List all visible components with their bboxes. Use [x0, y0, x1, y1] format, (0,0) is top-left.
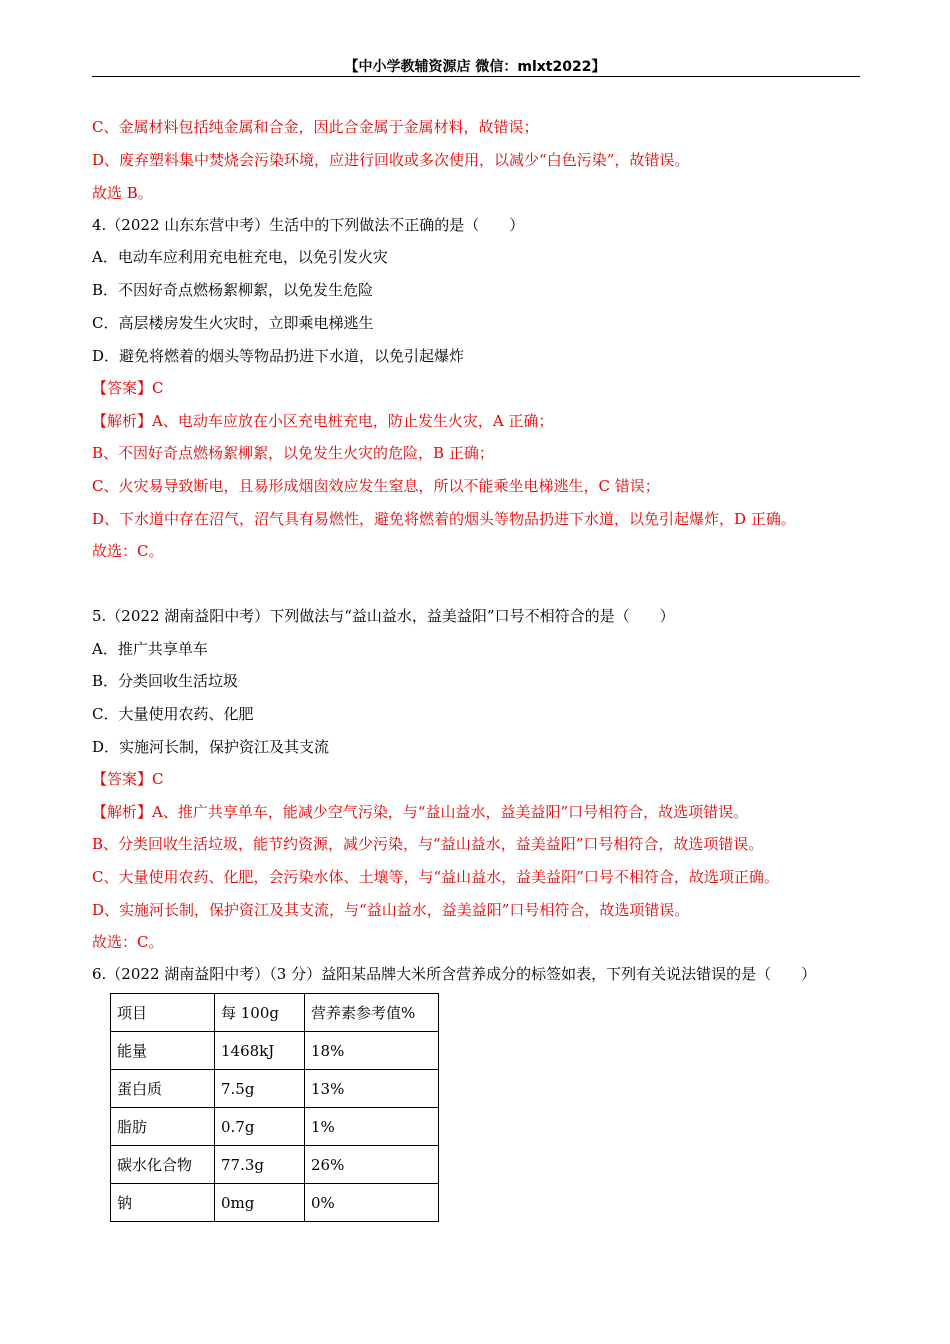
prev-analysis-c: C、金属材料包括纯金属和合金，因此合金属于金属材料，故错误； — [92, 118, 539, 136]
q5-option-a: A．推广共享单车 — [92, 640, 208, 658]
q4-analysis-d: D、下水道中存在沼气，沼气具有易燃性，避免将燃着的烟头等物品扔进下水道，以免引起爆炸，D 正确。 — [92, 510, 796, 528]
q5-analysis-d: D、实施河长制，保护资江及其支流，与“益山益水，益美益阳”口号相符合，故选项错误。 — [92, 901, 690, 919]
table-row — [111, 1108, 439, 1146]
q4-analysis-b: B、不因好奇点燃杨絮柳絮，以免发生火灾的危险，B 正确； — [92, 444, 494, 462]
table-row — [111, 1146, 439, 1184]
q4-option-a: A．电动车应利用充电桩充电，以免引发火灾 — [92, 248, 388, 266]
table-cell: 13% — [305, 1070, 439, 1108]
q4-answer: 【答案】C — [92, 379, 164, 397]
table-cell: 碳水化合物 — [111, 1146, 215, 1184]
table-header-row — [111, 994, 439, 1032]
table-cell: 脂肪 — [111, 1108, 215, 1146]
q4-analysis-c: C、火灾易导致断电，且易形成烟囱效应发生窒息，所以不能乘坐电梯逃生，C 错误； — [92, 477, 660, 495]
q5-answer: 【答案】C — [92, 770, 164, 788]
page-header: 【中小学教辅资源店 微信：mlxt2022】 — [344, 59, 606, 75]
table-cell: 1468kJ — [215, 1032, 305, 1070]
q4-option-d: D．避免将燃着的烟头等物品扔进下水道，以免引起爆炸 — [92, 347, 465, 365]
q5-conclusion: 故选：C。 — [92, 933, 164, 951]
q4-option-c: C．高层楼房发生火灾时，立即乘电梯逃生 — [92, 314, 374, 332]
q5-analysis-c: C、大量使用农药、化肥，会污染水体、土壤等，与“益山益水，益美益阳”口号不相符合，故选项正确。 — [92, 868, 779, 886]
q4-stem: 4.（2022 山东东营中考）生活中的下列做法不正确的是（ ） — [92, 216, 525, 234]
table-row — [111, 1070, 439, 1108]
table-cell: 0% — [305, 1184, 439, 1222]
table-cell: 7.5g — [215, 1070, 305, 1108]
q5-analysis-b: B、分类回收生活垃圾，能节约资源，减少污染，与“益山益水，益美益阳”口号相符合，故选项错误。 — [92, 835, 764, 853]
q6-stem: 6.（2022 湖南益阳中考）（3 分）益阳某品牌大米所含营养成分的标签如表，下列有关说法错误的是（ ） — [92, 965, 817, 983]
q5-option-d: D．实施河长制，保护资江及其支流 — [92, 738, 330, 756]
table-row — [111, 1032, 439, 1070]
table-header-cell: 每 100g — [215, 994, 305, 1032]
q4-option-b: B．不因好奇点燃杨絮柳絮，以免发生危险 — [92, 281, 374, 299]
table-row — [111, 1184, 439, 1222]
table-cell: 26% — [305, 1146, 439, 1184]
header-rule — [92, 76, 860, 77]
table-cell: 77.3g — [215, 1146, 305, 1184]
table-header-cell: 营养素参考值% — [305, 994, 439, 1032]
nutrition-table — [110, 993, 439, 1222]
q5-stem: 5.（2022 湖南益阳中考）下列做法与“益山益水，益美益阳”口号不相符合的是（ ） — [92, 607, 675, 625]
table-cell: 18% — [305, 1032, 439, 1070]
q4-conclusion: 故选：C。 — [92, 542, 164, 560]
table-cell: 0.7g — [215, 1108, 305, 1146]
table-cell: 能量 — [111, 1032, 215, 1070]
prev-conclusion: 故选 B。 — [92, 184, 153, 202]
table-cell: 蛋白质 — [111, 1070, 215, 1108]
table-cell: 钠 — [111, 1184, 215, 1222]
prev-analysis-d: D、废弃塑料集中焚烧会污染环境，应进行回收或多次使用，以减少“白色污染”，故错误。 — [92, 151, 690, 169]
q4-analysis-a: 【解析】A、电动车应放在小区充电桩充电，防止发生火灾，A 正确； — [92, 412, 554, 430]
table-cell: 1% — [305, 1108, 439, 1146]
table-header-cell: 项目 — [111, 994, 215, 1032]
q5-option-b: B．分类回收生活垃圾 — [92, 672, 239, 690]
q5-option-c: C．大量使用农药、化肥 — [92, 705, 254, 723]
q5-analysis-a: 【解析】A、推广共享单车，能减少空气污染，与“益山益水，益美益阳”口号相符合，故选项错误。 — [92, 803, 749, 821]
table-cell: 0mg — [215, 1184, 305, 1222]
